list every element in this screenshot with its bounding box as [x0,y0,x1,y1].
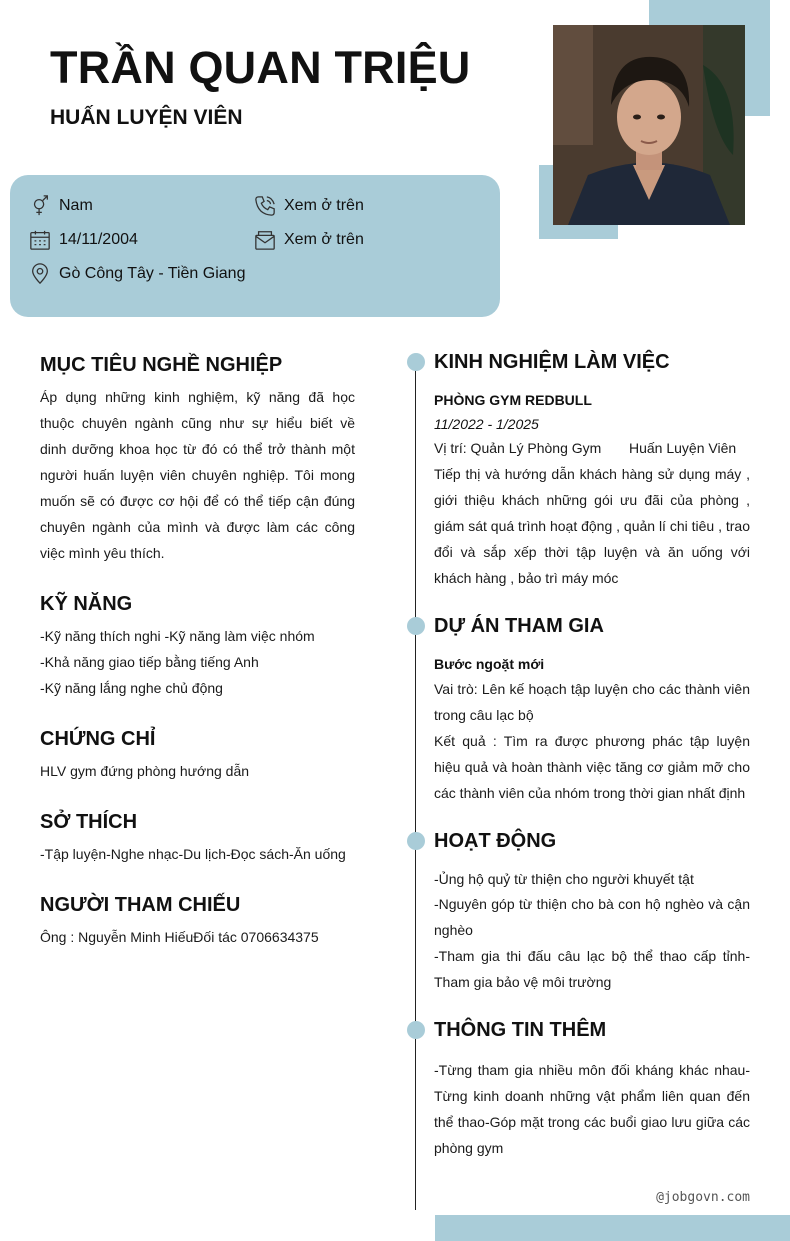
contact-phone [254,195,364,217]
timeline-line [415,362,416,1210]
experience-position-extra: Huấn Luyện Viên [629,440,737,456]
experience-company: PHÒNG GYM REDBULL [434,392,592,408]
hobbies-text: -Tập luyện-Nghe nhạc-Du lịch-Đọc sách-Ăn uống [40,846,346,862]
experience-title: KINH NGHIỆM LÀM VIỆC [434,351,670,373]
mail-icon [254,229,276,251]
timeline-dot [407,617,425,635]
birthdate-value: 14/11/2004 [59,231,138,248]
experience-position: Vị trí: Quản Lý Phòng Gym [434,440,602,456]
candidate-name: TRẦN QUAN TRIỆU [50,42,471,93]
email-value: Xem ở trên [284,231,364,248]
contact-gender [29,195,93,217]
location-icon [29,263,51,285]
additional-title: THÔNG TIN THÊM [434,1019,607,1041]
experience-period: 11/2022 - 1/2025 [434,416,539,432]
contact-address [29,263,245,285]
references-title: NGƯỜI THAM CHIẾU [40,894,241,916]
hobbies-title: SỞ THÍCH [40,811,138,833]
address-value: Gò Công Tây - Tiền Giang [59,265,246,282]
skill-item: -Khả năng giao tiếp bằng tiếng Anh [40,654,259,670]
gender-value: Nam [59,197,93,214]
certificates-title: CHỨNG CHỈ [40,728,156,750]
project-role: Vai trò: Lên kế hoạch tập luyện cho các thành viên trong câu lạc bộ [434,681,750,723]
calendar-icon [29,229,51,251]
gender-icon [29,195,51,217]
experience-description: Tiếp thị và hướng dẫn khách hàng sử dụng máy , giới thiệu khách những gói ưu đãi của phòng , giám sát quá trình hoạt động , quản lí chi tiêu , trao đổi và sắp xếp thời tập luyện và ăn uống với khách hàng , bảo trì máy móc [434,466,750,586]
objective-title: MỤC TIÊU NGHỀ NGHIỆP [40,354,283,376]
skills-title: KỸ NĂNG [40,593,133,615]
job-title: HUẤN LUYỆN VIÊN [50,106,243,129]
references-text: Ông : Nguyễn Minh HiếuĐối tác 0706634375 [40,929,319,945]
timeline-dot [407,353,425,371]
skill-item: -Kỹ năng thích nghi -Kỹ năng làm việc nhóm [40,628,315,644]
phone-icon [254,195,276,217]
timeline-dot [407,1021,425,1039]
activity-item: -Nguyên góp từ thiện cho bà con hộ nghèo và cận nghèo [434,896,750,938]
skill-item: -Kỹ năng lắng nghe chủ động [40,680,223,696]
profile-photo [553,25,745,225]
projects-title: DỰ ÁN THAM GIA [434,615,604,637]
activity-item: -Tham gia thi đấu câu lạc bộ thể thao cấp tỉnh-Tham gia bảo vệ môi trường [434,948,750,990]
contact-email [254,229,364,251]
project-result: Kết quả : Tìm ra được phương phác tập luyện hiệu quả và hoàn thành việc tăng cơ giảm mỡ cho các thành viên của nhóm trong thời gian nhất định [434,733,750,801]
contact-birthdate [29,229,138,251]
objective-text: Áp dụng những kinh nghiệm, kỹ năng đã học thuộc chuyên ngành cũng như sự hiểu biết về dinh dưỡng khoa học từ đó có thể trở thành một người huấn luyện viên chuyên nghiệp. Tôi mong muốn sẽ có được cơ hội để có thể tiếp cận đúng chuyên ngành của mình và được làm các công việc mình yêu thích. [40,389,355,561]
project-name: Bước ngoặt mới [434,656,545,672]
activity-item: -Ủng hộ quỷ từ thiện cho người khuyết tật [434,871,694,887]
footer-bar [435,1215,790,1241]
footer-credit: @jobgovn.com [656,1190,750,1205]
timeline-dot [407,832,425,850]
additional-text: -Từng tham gia nhiều môn đối kháng khác nhau-Từng kinh doanh những vật phẩm liên quan đến thể thao-Góp mặt trong các buổi giao lưu giữa các phòng gym [434,1062,750,1156]
phone-value: Xem ở trên [284,197,364,214]
certificates-text: HLV gym đứng phòng hướng dẫn [40,763,250,779]
activities-title: HOẠT ĐỘNG [434,830,557,852]
